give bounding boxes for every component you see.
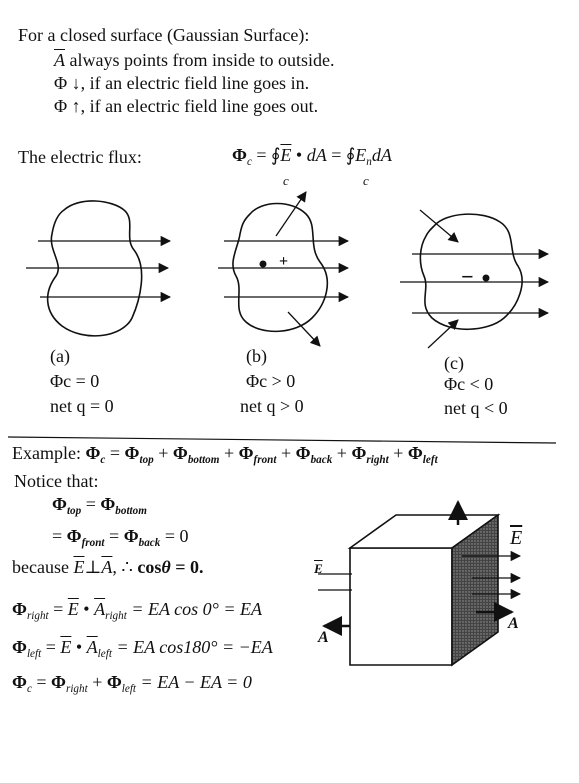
area-vector-symbol: $\overline{A}$ <box>54 50 65 70</box>
case-c-label: (c) <box>444 353 464 373</box>
diagram-c <box>400 210 548 348</box>
flux-int-sub-1: c <box>283 173 289 188</box>
charge-dot-c <box>483 275 490 282</box>
flux-da: dA <box>306 145 327 165</box>
field-line-b-up <box>276 192 306 236</box>
intro-line-3: Φ ↑, if an electric field line goes out. <box>54 96 319 116</box>
intro-line-1-text: always points from inside to outside. <box>69 50 335 70</box>
example-equation: Example: $\Phi_c = \Phi_{top} + \Phi_{bottom} + \Phi_{front} + \Phi_{back} + \Phi_{right} + \Phi_{left}$ <box>12 443 438 466</box>
notice-because: because $\overline{E}\perp\overline{A}$, ∴ cosθ = 0. <box>12 557 204 577</box>
case-c-charge: net q < 0 <box>444 398 508 418</box>
case-c-flux: Φc < 0 <box>444 374 494 394</box>
equation-total: $\Phi_c = \Phi_{right} + \Phi_{left}$ = EA − EA = 0 <box>12 672 252 695</box>
case-b-flux: Φc > 0 <box>246 371 296 391</box>
case-a-charge: net q = 0 <box>50 396 114 416</box>
notice-front-back: = $\Phi_{front} = \Phi_{back} = 0$ <box>52 526 189 549</box>
intro-title: For a closed surface (Gaussian Surface): <box>18 25 310 45</box>
flux-en-sub: n <box>366 155 372 168</box>
diagram-a <box>26 201 170 336</box>
case-a-flux: Φc = 0 <box>50 371 100 391</box>
flux-phi: Φ <box>232 145 247 165</box>
cube-a-label-right: A <box>508 615 519 632</box>
flux-int-sub-2: c <box>363 173 369 188</box>
flux-en: E <box>355 145 367 165</box>
flux-phi-sub: c <box>246 155 252 168</box>
cube-a-label-left: A <box>318 629 329 646</box>
flux-da2: dA <box>371 145 392 165</box>
flux-e-vector: $\overline{E}$ <box>280 145 292 165</box>
cube-e-label-right: $\overline{E}$ <box>510 527 523 549</box>
flux-dot: • <box>295 145 303 165</box>
flux-eq1: = ∮ <box>256 145 281 165</box>
charge-dot-b <box>260 261 267 268</box>
equation-left: $\Phi_{left} = \overline{E}$ • $\overline{A}_{left}$ = EA cos180° = −EA <box>12 637 273 660</box>
notice-top-bottom: $\Phi_{top} = \Phi_{bottom}$ <box>52 494 147 517</box>
case-b-charge: net q > 0 <box>240 396 304 416</box>
intro-line-2: Φ ↓, if an electric field line goes in. <box>54 73 310 93</box>
cube-front <box>350 548 452 665</box>
cube-diagram <box>318 502 523 665</box>
equation-right: $\Phi_{right} = \overline{E}$ • $\overline{A}_{right}$ = EA cos 0° = EA <box>12 599 262 622</box>
flux-label: The electric flux: <box>18 147 142 167</box>
case-b-label: (b) <box>246 346 267 366</box>
case-a-label: (a) <box>50 346 70 366</box>
notice-label: Notice that: <box>14 471 99 491</box>
example-label: Example: <box>12 443 81 463</box>
charge-sign-b: + <box>279 253 289 270</box>
flux-eq2: = ∮ <box>331 145 356 165</box>
cube-e-label-left: $\overline{E}$ <box>314 561 323 576</box>
charge-sign-c: − <box>461 264 474 289</box>
